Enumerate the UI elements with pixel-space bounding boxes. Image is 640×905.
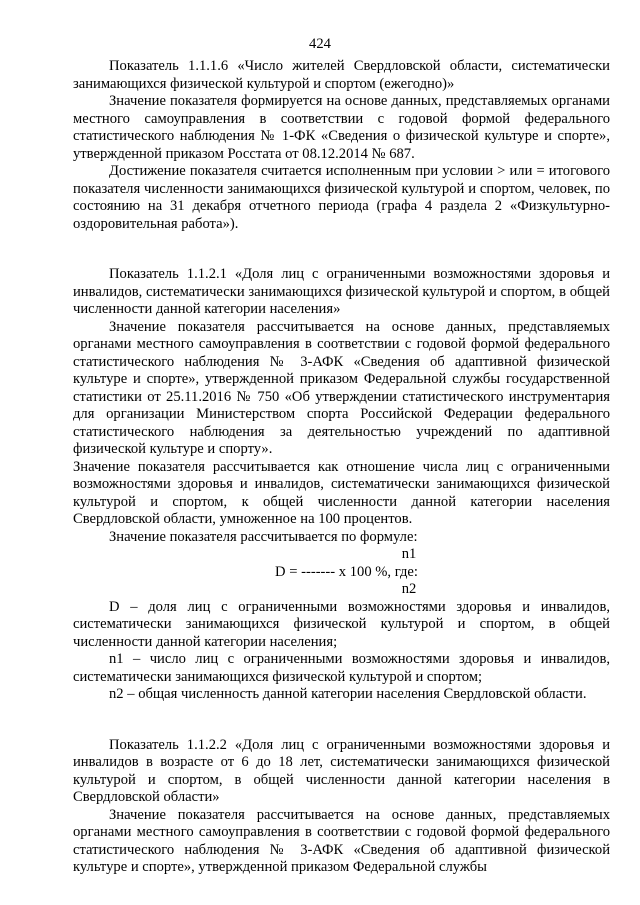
indicator-1-1-2-1-calculation: Значение показателя рассчитывается как отношение числа лиц с ограниченными возможностями здоровья и инвалидов, систематически занимающихся физической культурой и спортом, к общей численности данной категории населения Свердловской области, умноженное на 100 процентов.: [73, 458, 610, 527]
indicator-1-1-1-6-title: Показатель 1.1.1.6 «Число жителей Свердловской области, систематически занимающихся физической культурой и спортом (ежегодно)»: [73, 58, 610, 92]
section-gap: [73, 704, 610, 737]
formula-equation: D = ------- х 100 %, где:: [275, 563, 418, 580]
formula-numerator: n1: [401, 546, 417, 562]
indicator-1-1-2-2-source: Значение показателя рассчитывается на основе данных, представляемых органами местного самоуправления в соответствии с годовой формой федерального статистического наблюдения № 3-АФК «Сведения об адаптивной физической культуре и спорте», утвержденной приказом Федеральной службы: [73, 806, 610, 875]
document-body: [73, 58, 610, 877]
definition-d: D – доля лиц с ограниченными возможностями здоровья и инвалидов, систематически занимающихся физической культурой и спортом, в общей численности данной категории населения;: [73, 598, 610, 650]
page-number: 424: [309, 36, 331, 52]
indicator-1-1-2-2-title: Показатель 1.1.2.2 «Доля лиц с ограниченными возможностями здоровья и инвалидов в возрасте от 6 до 18 лет, систематически занимающихся физической культурой и спортом, в общей численности данной категории населения в Свердловской области»: [73, 736, 610, 805]
indicator-1-1-2-1-source: Значение показателя рассчитывается на основе данных, представляемых органами местного самоуправления в соответствии с годовой формой федерального статистического наблюдения № 3-АФК «Сведения об адаптивной физической культуре и спорте», утвержденной приказом Федеральной службы государственной статистики от 25.11.2016 № 750 «Об утверждении статистического инструментария для организации Министерством спорта Российской Федерации федерального статистического наблюдения за деятельностью учреждений по адаптивной физической культуре и спорту».: [73, 318, 610, 457]
formula-intro: Значение показателя рассчитывается по формуле:: [109, 528, 418, 545]
indicator-1-1-1-6-source: Значение показателя формируется на основе данных, представляемых органами местного самоуправления в соответствии с годовой формой федерального статистического наблюдения № 1-ФК «Сведения о физической культуре и спорте», утвержденной приказом Росстата от 08.12.2014 № 687.: [73, 93, 610, 162]
indicator-1-1-1-6-condition: Достижение показателя считается исполненным при условии > или = итогового показателя численности занимающихся физической культурой и спортом, человек, по состоянию на 31 декабря отчетного периода (графа 4 раздела 2 «Физкультурно-оздоровительная работа»).: [73, 163, 610, 232]
formula: [73, 546, 610, 599]
definition-n2: n2 – общая численность данной категории населения Свердловской области.: [109, 686, 587, 702]
formula-denominator: n2: [401, 581, 417, 597]
indicator-1-1-2-1-title: Показатель 1.1.2.1 «Доля лиц с ограниченными возможностями здоровья и инвалидов, систематически занимающихся физической культурой и спортом, в общей численности данной категории населения»: [73, 266, 610, 317]
definition-n1: n1 – число лиц с ограниченными возможностями здоровья и инвалидов, систематически занимающихся физической культурой и спортом;: [73, 651, 610, 685]
section-gap: [73, 233, 610, 266]
